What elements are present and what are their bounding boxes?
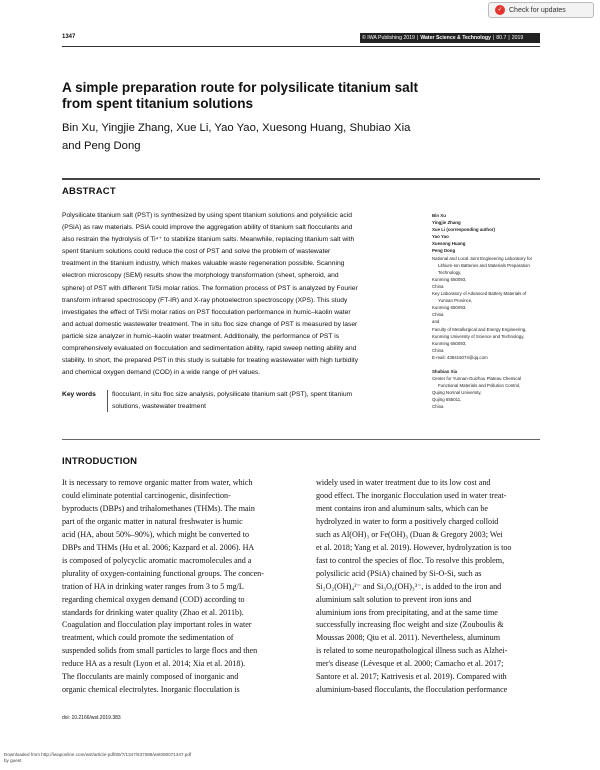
- body-text-line: polysilicic acid (PSiA) chained by Si-O-Si, such as: [316, 568, 482, 578]
- abstract-line: and chemical oxygen demand (COD) in a wide range of pH values.: [62, 369, 261, 377]
- affiliation-line: China: [432, 283, 444, 289]
- body-text-line: DBPs and THMs (Hu et al. 2006; Kazpard et al. 2006). HA: [62, 542, 255, 552]
- body-text-line: standards for drinking water quality (Zhao et al. 2011b).: [62, 607, 244, 617]
- body-text-line: aluminium salt solution to prevent iron ions and: [316, 594, 472, 604]
- body-text-line: Coagulation and flocculation play important roles in water: [62, 620, 252, 630]
- body-text-line: widely used in water treatment due to its low cost and: [316, 478, 491, 487]
- body-text-line: part of the organic matter in natural freshwater is humic: [62, 516, 243, 526]
- affiliation-line: Xuesong Huang: [432, 241, 466, 247]
- affiliation-line: Kunming 650093,: [432, 340, 467, 346]
- body-text-line: hydrolyzed in water to form a positively charged colloid: [316, 516, 499, 526]
- page-number: 1347: [62, 34, 76, 40]
- check-for-updates-button[interactable]: ✓ Check for updates: [488, 2, 594, 18]
- body-text-line: et al. 2018; Yang et al. 2019). However, hydrolyzation is too: [316, 542, 512, 552]
- abstract-line: comprehensively evaluated on flocculation and sedimentation ability, rapid sweep netting ability and: [62, 345, 357, 353]
- publisher-label: © IWA Publishing 2019: [362, 35, 415, 41]
- abstract-body: [62, 210, 422, 379]
- body-text-line: tration of HA in drinking water ranges from 3 to 5 mg/L: [62, 581, 244, 591]
- body-text-line: The flocculants are mainly composed of inorganic and: [62, 672, 239, 682]
- title-line: A simple preparation route for polysilicate titanium salt: [62, 80, 419, 95]
- author-line: Bin Xu, Yingjie Zhang, Xue Li, Yao Yao, Xuesong Huang, Shubiao Xia: [62, 122, 411, 134]
- body-text-line: is composed of polycyclic aromatic macromolecules and a: [62, 555, 252, 565]
- author-list: [62, 119, 482, 155]
- download-line: by guest: [4, 758, 22, 763]
- body-text-line: aluminium-based flocculants, the flocculation performance: [316, 685, 508, 695]
- volume: 80.7: [496, 35, 507, 41]
- affiliation-line: Functional Materials and Pollution Control,: [438, 383, 521, 389]
- affiliation-line: Lithium-Ion Batteries and Materials Preparation: [438, 262, 530, 268]
- journal-name: Water Science & Technology: [420, 35, 491, 41]
- affiliation-line: China: [432, 312, 444, 318]
- abstract-line: (PSiA) as raw materials. PSiA could improve the aggregation ability of titanium salt flocculants and: [62, 224, 353, 232]
- affiliation-line: Key Laboratory of Advanced Battery Materials of: [432, 291, 527, 297]
- affiliation-line: China: [432, 404, 444, 410]
- abstract-line: stability. In short, the prepared PST in this study is suitable for treating wastewater with high turbidity: [62, 357, 359, 365]
- download-line: Downloaded from http://iwaponline.com/wst/article-pdf/80/7/1347/637088/wst080071347.pdf: [4, 752, 192, 757]
- abstract-line: spent titanium solutions could reduce the cost of PST and solve the problem of wastewater: [62, 248, 331, 256]
- affiliation-line: China: [432, 347, 444, 353]
- body-text-line: could eliminate potential carcinogenic, disinfection-: [62, 490, 231, 500]
- body-text-line: plurality of oxygen-containing functional groups. The concen-: [62, 568, 264, 578]
- affiliation-line: Yingjie Zhang: [432, 220, 461, 226]
- affiliations: [432, 212, 597, 411]
- body-text-line: treatment, which could promote the sedimentation of: [62, 633, 234, 643]
- affiliation-line: Center for Yunnan-Guizhou Plateau Chemical: [432, 376, 522, 382]
- affiliation-line: Shubiao Xia: [432, 368, 458, 374]
- affiliation-line: [432, 361, 597, 368]
- abstract-line: also restrain the hydrolysis of Ti⁴⁺ to stabilize titanium salts. Meanwhile, replacing titanium salt with: [62, 236, 355, 244]
- affiliation-line: Qujing Normal University,: [432, 390, 482, 396]
- keywords-text: [112, 389, 432, 413]
- affiliation-line: Kunming University of Science and Technology,: [432, 333, 525, 339]
- introduction-heading: INTRODUCTION: [62, 456, 138, 467]
- keywords-label: Key words: [62, 391, 96, 398]
- crossmark-icon: ✓: [495, 5, 505, 15]
- body-text-line: successfully increasing floc weight and size (Zouboulis &: [316, 620, 504, 630]
- article-title: [62, 80, 482, 112]
- body-text-line: acid (HA, about 50%–90%), which might be converted to: [62, 529, 250, 539]
- body-text-line: byproducts (DBPs) and trihalomethanes (THMs). The main: [62, 503, 255, 513]
- affiliation-line: Kunming 650093,: [432, 276, 467, 282]
- doi[interactable]: doi: 10.2166/wst.2019.383: [62, 715, 121, 721]
- journal-header-bar: © IWA Publishing 2019 | Water Science & Technology | 80.7 | 2019: [360, 33, 540, 43]
- affiliation-line: E-mail: 438416074@qq.com: [432, 354, 488, 360]
- body-text-line: regarding chemical oxygen demand (COD) according to: [62, 594, 245, 604]
- body-text-line: aluminium ions from precipitating, and at the same time: [316, 607, 498, 617]
- body-text-line: good effect. The inorganic flocculation used in water treat-: [316, 490, 507, 500]
- affiliation-line: Xue Li (corresponding author): [432, 227, 495, 233]
- affiliation-line: Peng Dong: [432, 248, 456, 254]
- abstract-line: Polysilicate titanium salt (PST) is synthesized by using spent titanium solutions and polysilicic acid: [62, 212, 352, 219]
- abstract-line: sphere) of PST with different Ti/Si molar ratios. The formation process of PST is analyzed by Fourier: [62, 284, 358, 292]
- introduction-left-column: [62, 477, 288, 697]
- keywords-line: flocculant, in situ floc size analysis, polysilicate titanium salt (PST), spent titanium: [112, 391, 353, 398]
- abstract-line: electron microscopy (SEM) results show the morphology transformation (sheet, spheroid, and: [62, 272, 339, 280]
- body-text-line: reduce HA as a result (Lyon et al. 2014; Xia et al. 2018).: [62, 659, 246, 669]
- title-line: from spent titanium solutions: [62, 96, 254, 111]
- abstract-heading: ABSTRACT: [62, 186, 116, 197]
- author-line: and Peng Dong: [62, 140, 141, 152]
- download-note: [4, 752, 191, 764]
- introduction-right-column: [316, 477, 542, 697]
- abstract-line: transform infrared spectroscopy (FT-IR) and X-ray photoelectron spectroscopy (XPS). This study: [62, 296, 348, 304]
- year: 2019: [511, 35, 524, 41]
- affiliation-line: Kunming 650093,: [432, 305, 467, 311]
- affiliation-line: and: [432, 319, 440, 325]
- affiliation-line: Yao Yao: [432, 234, 449, 240]
- introduction-rule: [62, 439, 540, 440]
- abstract-line: treatment in the titanium industry, which makes valuable waste regeneration possible. Scanning: [62, 260, 345, 268]
- affiliation-line: Yunnan Province,: [438, 298, 473, 304]
- body-text-line: organic chemical electrolytes. Inorganic flocculation is: [62, 685, 240, 695]
- body-text-line: ment contains iron and aluminum salts, which can be: [316, 503, 488, 513]
- body-text-line: mer's disease (Lévesque et al. 2000; Camacho et al. 2017;: [316, 659, 504, 669]
- body-text-line: such as Al(OH)₃ or Fe(OH)₃ (Duan & Gregory 2003; Wei: [316, 529, 503, 539]
- affiliation-line: National and Local Joint Engineering Laboratory for: [432, 255, 533, 261]
- body-text-line: Santore et al. 2017; Katrivesis et al. 2019). Compared with: [316, 672, 507, 682]
- body-text-line: Moussas 2008; Qiu et al. 2011). Nevertheless, aluminum: [316, 633, 501, 643]
- abstract-rule: [62, 178, 540, 180]
- body-text-line: suspended solids from small particles to large flocs and then: [62, 646, 258, 656]
- body-text-line: is related to some neuropathological illness such as Alzhei-: [316, 646, 508, 656]
- body-text-line: Si₂O₂(OH)₄²⁻ and Si₃O₆(OH)₃³⁻, is added to the iron and: [316, 581, 502, 591]
- affiliation-line: Qujing 655011,: [432, 397, 462, 403]
- body-text-line: It is necessary to remove organic matter from water, which: [62, 478, 253, 487]
- affiliation-line: Faculty of Metallurgical and Energy Engineering,: [432, 326, 527, 332]
- abstract-line: and actual domestic wastewater treatment. The in situ floc size change of PST is measured by laser: [62, 320, 358, 328]
- body-text-line: fast to control the species of floc. To resolve this problem,: [316, 555, 505, 565]
- affiliation-line: Technology,: [438, 269, 462, 275]
- abstract-line: particle size analyzer in humic–kaolin water treatment. Additionally, the performance of PST is: [62, 332, 340, 340]
- keywords-divider: [107, 390, 108, 412]
- keywords-line: solutions, wastewater treatment: [112, 403, 207, 410]
- abstract-line: investigates the effect of Ti/Si molar ratios on PST flocculation performance in humic–kaolin water: [62, 308, 351, 316]
- header-rule: [62, 46, 540, 47]
- affiliation-line: Bin Xu: [432, 213, 446, 218]
